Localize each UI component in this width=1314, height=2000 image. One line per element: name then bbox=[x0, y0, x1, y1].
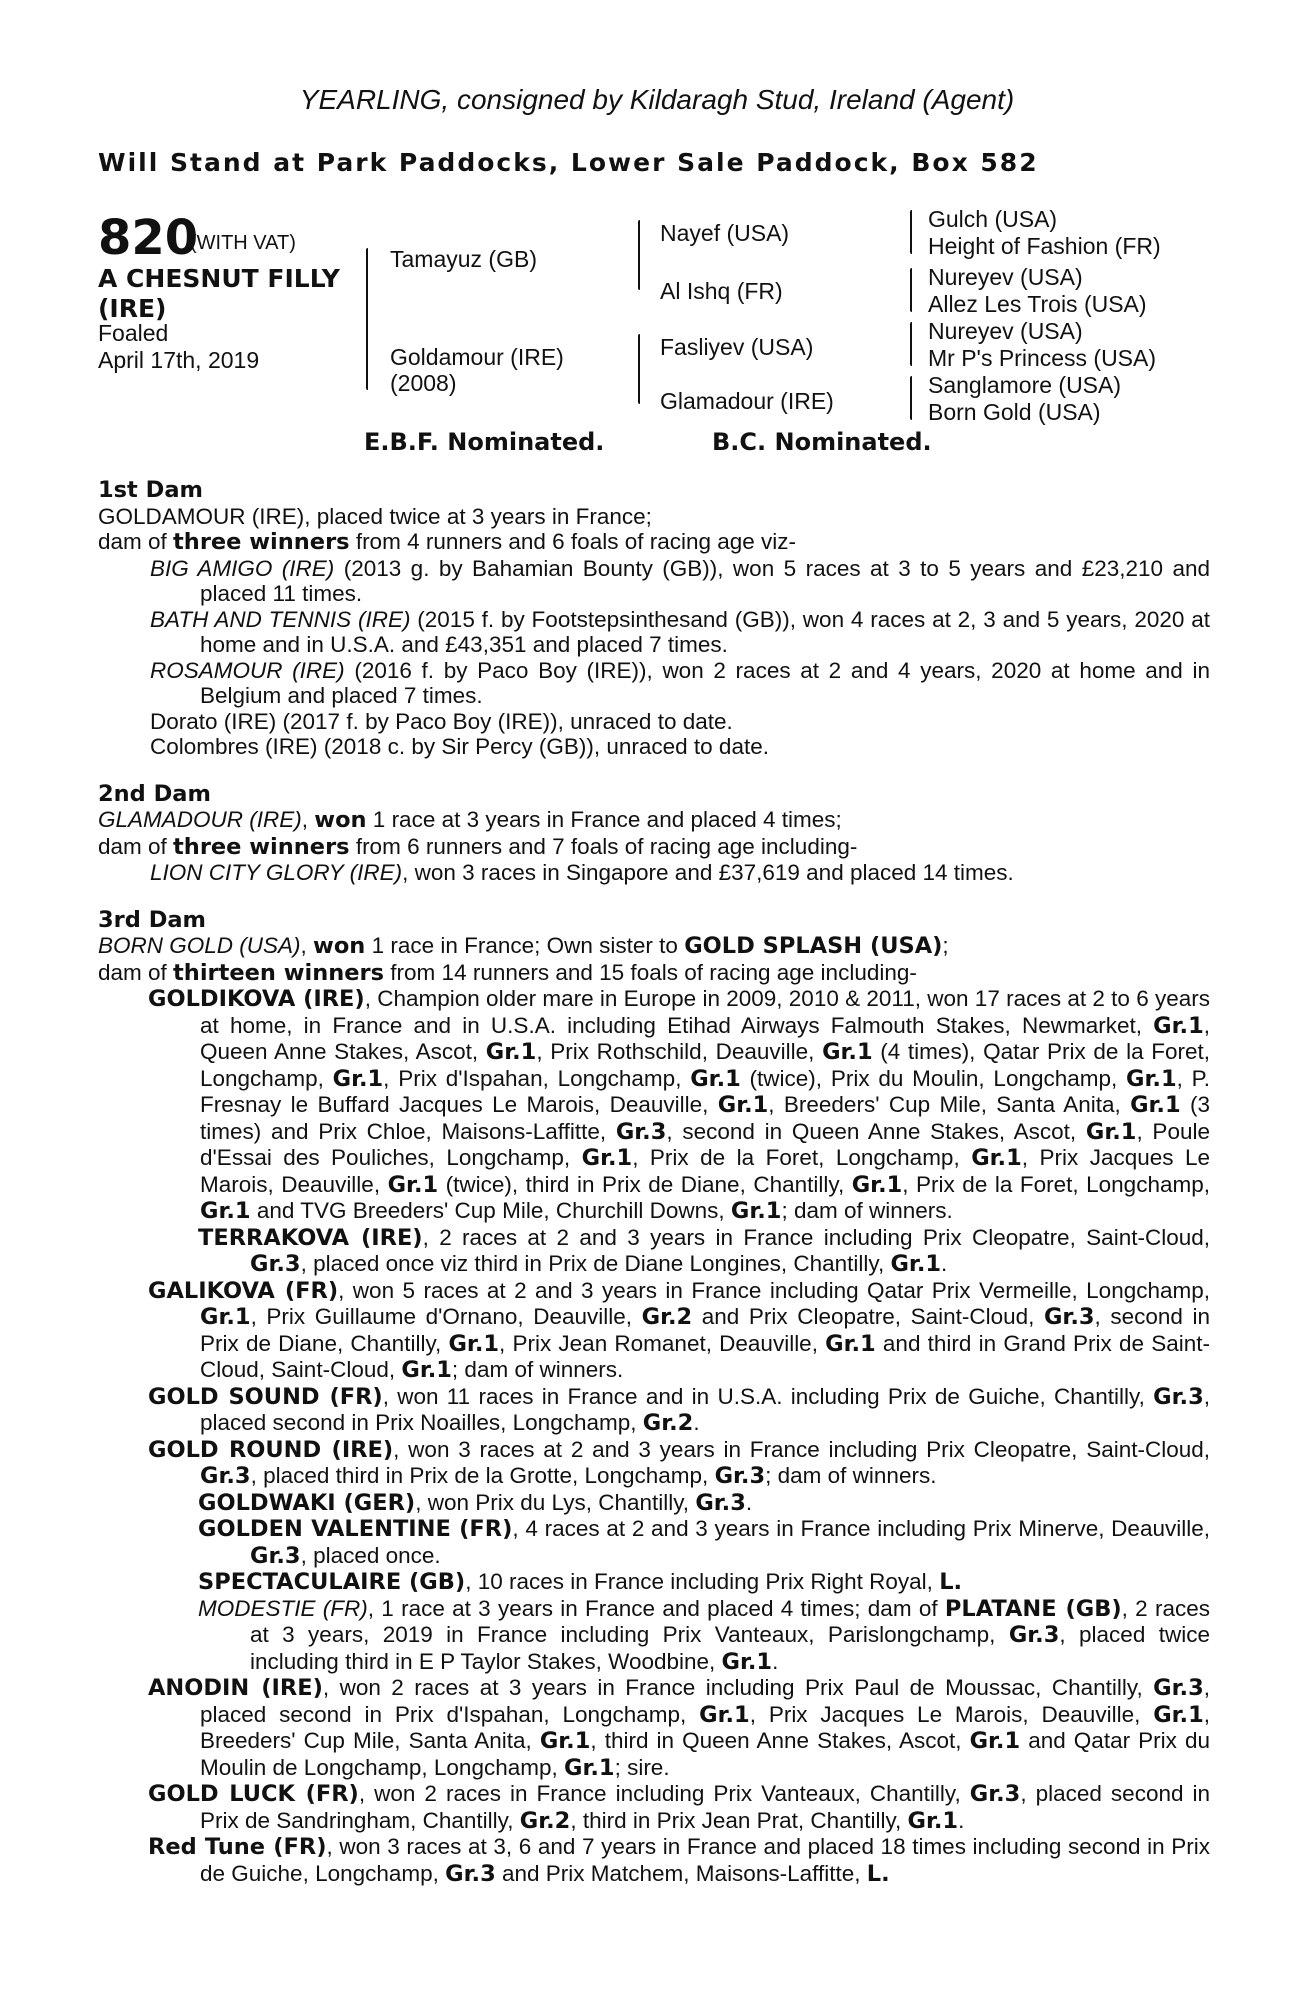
text-run: 1 race at 3 years in France and placed 4 times; bbox=[366, 807, 842, 832]
page-header: YEARLING, consigned by Kildaragh Stud, Ireland (Agent) bbox=[299, 84, 1015, 115]
produce-entry-terrakova: TERRAKOVA (IRE), 2 races at 2 and 3 years in France including Prix Cleopatre, Saint-Cloud, Gr.3, placed once viz third in Prix de Diane Longines, Chantilly, Gr.1. bbox=[198, 1224, 1210, 1277]
sister-name: GOLD SPLASH (USA) bbox=[684, 933, 943, 959]
text-run: , bbox=[301, 807, 315, 832]
first-dam-heading: 1st Dam bbox=[98, 477, 203, 503]
pedigree-dam-year: (2008) bbox=[390, 370, 457, 396]
produce-entry-golden-valentine: GOLDEN VALENTINE (FR), 4 races at 2 and 3 years in France including Prix Minerve, Deauville, Gr.3, placed once. bbox=[198, 1516, 1210, 1569]
produce-entry bbox=[98, 607, 1210, 658]
second-dam-heading: 2nd Dam bbox=[98, 780, 211, 807]
pedigree-g3: Nureyev (USA) bbox=[928, 264, 1083, 290]
text-run: dam of bbox=[98, 833, 174, 859]
stand-location: Will Stand at Park Paddocks, Lower Sale Paddock, Box 582 bbox=[98, 148, 1039, 177]
first-dam-produce-summary bbox=[98, 529, 1210, 556]
horse-name: BATH AND TENNIS (IRE) bbox=[150, 606, 411, 632]
text-run: from 6 runners and 7 foals of racing age including- bbox=[349, 833, 858, 859]
produce-entry-anodin: ANODIN (IRE), won 2 races at 3 years in France including Prix Paul de Moussac, Chantilly, Gr.3, placed second in Prix d'Ispahan, Longchamp, Gr.1, Prix Jacques Le Marois, Deauville, Gr.1, Breeders' Cup Mile, Santa Anita, Gr.1, third in Queen Anne Stakes, Ascot, Gr.1 and Qatar Prix du Moulin de Longchamp, Longchamp, Gr.1; sire. bbox=[148, 1675, 1211, 1781]
pedigree-brace-g56 bbox=[910, 322, 912, 366]
first-dam-line: GOLDAMOUR (IRE), placed twice at 3 years in France; bbox=[98, 503, 652, 529]
horse-name: GLAMADOUR (IRE) bbox=[98, 807, 302, 832]
pedigree-dam-sire: Fasliyev (USA) bbox=[660, 334, 814, 360]
winners-count: three winners bbox=[173, 833, 350, 860]
lot-description-line2: (IRE) bbox=[98, 294, 167, 323]
pedigree-dam: Goldamour (IRE) bbox=[390, 344, 564, 370]
produce-entry-modestie: MODESTIE (FR), 1 race at 3 years in France and placed 4 times; dam of PLATANE (GB), 2 races at 3 years, 2019 in France including Prix Vanteaux, Parislongchamp, Gr.3, placed twice including third in E P Taylor Stakes, Woodbine, Gr.1. bbox=[198, 1595, 1210, 1675]
won-label: won bbox=[314, 807, 367, 833]
produce-text: (2016 f. by Paco Boy (IRE)), won 2 races at 2 and 4 years, 2020 at home and in Belgium and placed 7 times. bbox=[200, 657, 1210, 708]
third-dam-produce-summary bbox=[98, 960, 1210, 987]
pedigree-g1: Gulch (USA) bbox=[928, 206, 1058, 232]
horse-name: LION CITY GLORY (IRE) bbox=[150, 860, 403, 885]
produce-entry-gold-sound: GOLD SOUND (FR), won 11 races in France and in U.S.A. including Prix de Guiche, Chantilly, Gr.3, placed second in Prix Noailles, Longchamp, Gr.2. bbox=[148, 1383, 1210, 1436]
pedigree-brace-g12 bbox=[910, 210, 912, 254]
pedigree-brace-g34 bbox=[910, 268, 912, 312]
pedigree-g8: Born Gold (USA) bbox=[928, 399, 1101, 425]
winners-count: three winners bbox=[173, 529, 350, 555]
produce-entry-gold-luck: GOLD LUCK (FR), won 2 races in France including Prix Vanteaux, Chantilly, Gr.3, placed second in Prix de Sandringham, Chantilly, Gr.2, third in Prix Jean Prat, Chantilly, Gr.1. bbox=[148, 1781, 1211, 1834]
produce-entry: Dorato (IRE) (2017 f. by Paco Boy (IRE)), unraced to date. bbox=[150, 708, 733, 734]
pedigree-g5: Nureyev (USA) bbox=[928, 318, 1083, 344]
third-dam-heading: 3rd Dam bbox=[98, 906, 206, 933]
lot-description bbox=[98, 264, 340, 324]
foaled-label: Foaled bbox=[98, 320, 169, 346]
produce-entry-spectaculaire: SPECTACULAIRE (GB), 10 races in France including Prix Right Royal, L. bbox=[198, 1569, 963, 1595]
produce-entry bbox=[98, 556, 1210, 607]
third-dam-line bbox=[98, 933, 1210, 960]
pedigree-sire-dam: Al Ishq (FR) bbox=[660, 278, 783, 304]
pedigree-g2: Height of Fashion (FR) bbox=[928, 233, 1161, 259]
second-dam-line bbox=[98, 807, 1210, 834]
produce-text: (2013 g. by Bahamian Bounty (GB)), won 5 races at 3 to 5 years and £23,210 and placed 11 times. bbox=[200, 555, 1210, 606]
pedigree-dam-dam: Glamadour (IRE) bbox=[660, 388, 834, 414]
bc-nominated: B.C. Nominated. bbox=[712, 428, 932, 456]
horse-name: ROSAMOUR (IRE) bbox=[150, 657, 345, 683]
produce-entry bbox=[98, 860, 1210, 886]
pedigree-g7: Sanglamore (USA) bbox=[928, 372, 1122, 398]
lot-description-line1: A CHESNUT FILLY bbox=[98, 264, 340, 293]
foaled-date: April 17th, 2019 bbox=[98, 347, 260, 373]
produce-entry-goldikova: GOLDIKOVA (IRE), Champion older mare in Europe in 2009, 2010 & 2011, won 17 races at 2 to 6 years at home, in France and in U.S.A. including Etihad Airways Falmouth Stakes, Newmarket, Gr.1, Queen Anne Stakes, Ascot, Gr.1, Prix Rothschild, Deauville, Gr.1 (4 times), Qatar Prix de la Foret, Longchamp, Gr.1, Prix d'Ispahan, Longchamp, Gr.1 (twice), Prix du Moulin, Longchamp, Gr.1, P. Fresnay le Buffard Jacques Le Marois, Deauville, Gr.1, Breeders' Cup Mile, Santa Anita, Gr.1 (3 times) and Prix Chloe, Maisons-Laffitte, Gr.3, second in Queen Anne Stakes, Ascot, Gr.1, Poule d'Essai des Pouliches, Longchamp, Gr.1, Prix de la Foret, Longchamp, Gr.1, Prix Jacques Le Marois, Deauville, Gr.1 (twice), third in Prix de Diane, Chantilly, Gr.1, Prix de la Foret, Longchamp, Gr.1 and TVG Breeders' Cup Mile, Churchill Downs, Gr.1; dam of winners. bbox=[148, 986, 1211, 1224]
second-dam-produce-summary bbox=[98, 834, 1210, 861]
horse-name: BORN GOLD (USA) bbox=[98, 933, 301, 958]
pedigree-brace-sire-dam bbox=[366, 248, 368, 390]
text-run: ; bbox=[942, 933, 949, 958]
text-run: from 14 runners and 15 foals of racing age including- bbox=[384, 959, 917, 985]
pedigree-brace-sire-parents bbox=[638, 220, 640, 290]
pedigree-sire-sire: Nayef (USA) bbox=[660, 220, 790, 246]
foaled-info bbox=[98, 320, 259, 374]
produce-entry: Colombres (IRE) (2018 c. by Sir Percy (GB)), unraced to date. bbox=[150, 734, 769, 759]
produce-text: , won 3 races in Singapore and £37,619 and placed 14 times. bbox=[402, 860, 1014, 885]
catalogue-body bbox=[98, 478, 1210, 1887]
produce-entry-galikova: GALIKOVA (FR), won 5 races at 2 and 3 years in France including Qatar Prix Vermeille, Longchamp, Gr.1, Prix Guillaume d'Ornano, Deauville, Gr.2 and Prix Cleopatre, Saint-Cloud, Gr.3, second in Prix de Diane, Chantilly, Gr.1, Prix Jean Romanet, Deauville, Gr.1 and third in Grand Prix de Saint-Cloud, Saint-Cloud, Gr.1; dam of winners. bbox=[148, 1277, 1210, 1383]
produce-entry-gold-round: GOLD ROUND (IRE), won 3 races at 2 and 3 years in France including Prix Cleopatre, Saint-Cloud, Gr.3, placed third in Prix de la Grotte, Longchamp, Gr.3; dam of winners. bbox=[148, 1436, 1211, 1489]
lot-number: 820 bbox=[98, 210, 199, 266]
produce-entry-red-tune: Red Tune (FR), won 3 races at 3, 6 and 7 years in France and placed 18 times including second in Prix de Guiche, Longchamp, Gr.3 and Prix Matchem, Maisons-Laffitte, L. bbox=[148, 1834, 1211, 1887]
vat-label: (WITH VAT) bbox=[190, 232, 296, 254]
pedigree-sire: Tamayuz (GB) bbox=[390, 246, 537, 272]
text-run: , bbox=[300, 933, 314, 958]
text-run: 1 race in France; Own sister to bbox=[365, 933, 685, 958]
text-run: dam of bbox=[98, 959, 174, 985]
produce-entry-goldwaki: GOLDWAKI (GER), won Prix du Lys, Chantilly, Gr.3. bbox=[198, 1489, 753, 1516]
pedigree-brace-dam-parents bbox=[638, 334, 640, 404]
won-label: won bbox=[313, 933, 366, 959]
pedigree-brace-g78 bbox=[910, 376, 912, 420]
produce-text: (2015 f. by Footstepsinthesand (GB)), won 4 races at 2, 3 and 5 years, 2020 at home and in U.S.A. and £43,351 and placed 7 times. bbox=[200, 606, 1210, 657]
pedigree-g4: Allez Les Trois (USA) bbox=[928, 291, 1147, 317]
text-run: dam of bbox=[98, 529, 174, 554]
pedigree-g6: Mr P's Princess (USA) bbox=[928, 345, 1157, 371]
winners-count: thirteen winners bbox=[173, 959, 385, 986]
produce-entry bbox=[98, 658, 1210, 709]
ebf-nominated: E.B.F. Nominated. bbox=[364, 428, 605, 456]
text-run: from 4 runners and 6 foals of racing age viz- bbox=[349, 529, 797, 554]
horse-name: BIG AMIGO (IRE) bbox=[150, 555, 335, 581]
